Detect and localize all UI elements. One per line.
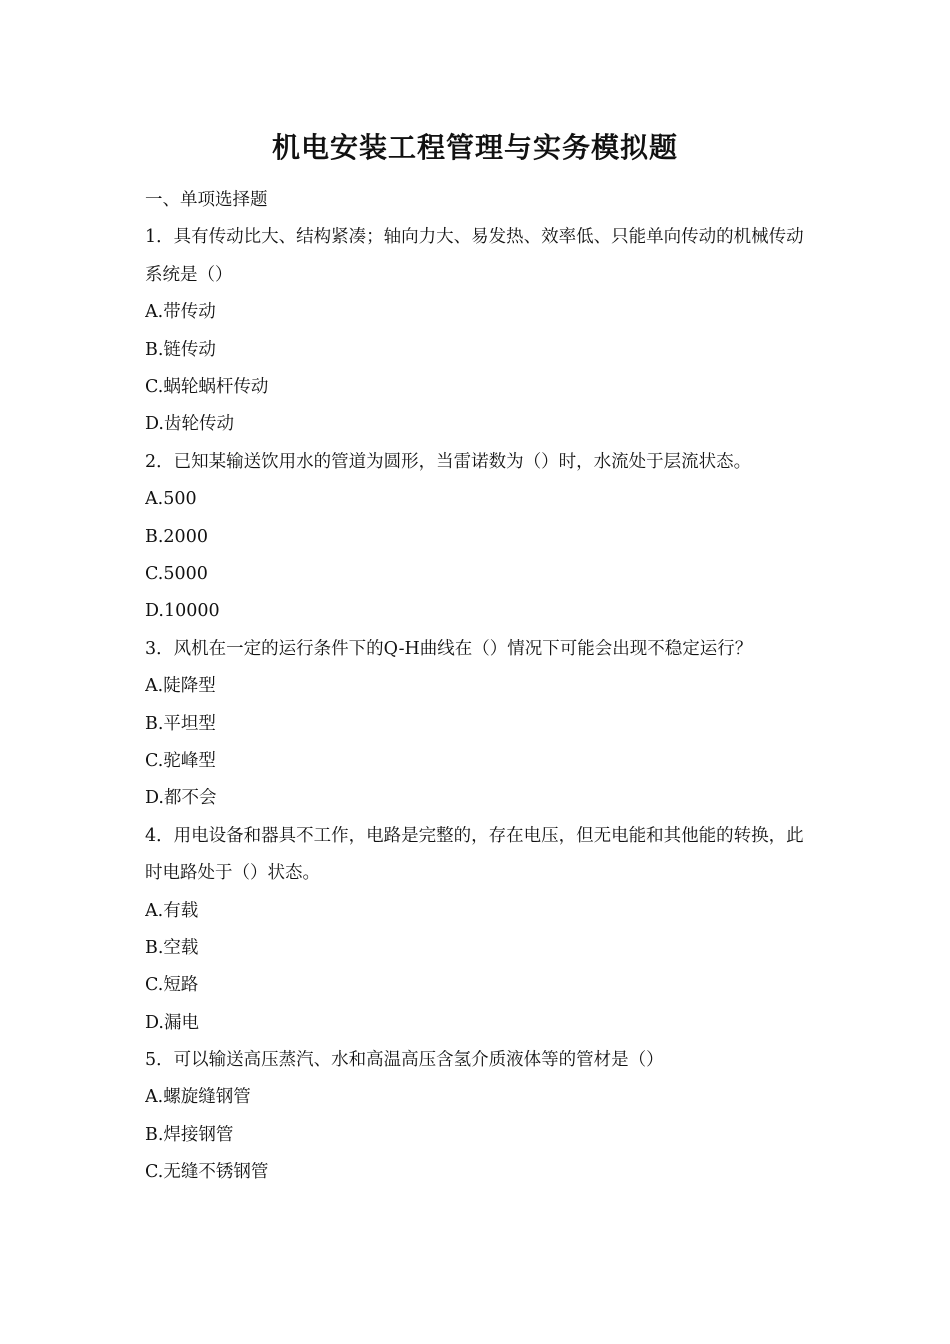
question-5-option-c: C.无缝不锈钢管	[145, 1162, 269, 1183]
question-2-option-b: B.2000	[145, 526, 208, 547]
document-content	[145, 182, 810, 1192]
question-1-option-d: D.齿轮传动	[145, 414, 234, 435]
question-1-option-b: B.链传动	[145, 339, 216, 360]
document-title: 机电安装工程管理与实务模拟题	[271, 131, 678, 164]
question-1-option-a: A.带传动	[145, 302, 216, 323]
question-4-option-d: D.漏电	[145, 1012, 199, 1033]
question-3-option-c: C.驼峰型	[145, 750, 216, 771]
question-4-option-b: B.空载	[145, 937, 199, 958]
question-5-option-a: A.螺旋缝钢管	[145, 1087, 251, 1108]
question-2-text: 2．已知某输送饮用水的管道为圆形，当雷诺数为（）时，水流处于层流状态。	[145, 451, 752, 472]
question-1-option-c: C.蜗轮蜗杆传动	[145, 376, 269, 397]
question-1-text: 1．具有传动比大、结构紧凑；轴向力大、易发热、效率低、只能单向传动的机械传动系统是（）	[145, 227, 804, 285]
question-3-option-a: A.陡降型	[145, 676, 216, 697]
section-heading: 一、单项选择题	[145, 190, 268, 210]
question-4-text: 4．用电设备和器具不工作，电路是完整的，存在电压，但无电能和其他能的转换，此时电路处于（）状态。	[145, 825, 804, 884]
question-3-option-b: B.平坦型	[145, 713, 216, 734]
question-5-text: 5．可以输送高压蒸汽、水和高温高压含氢介质液体等的管材是（）	[145, 1050, 664, 1071]
question-4-option-c: C.短路	[145, 975, 199, 996]
question-2-option-a: A.500	[145, 489, 197, 510]
question-3-option-d: D.都不会	[145, 788, 217, 809]
question-2-option-d: D.10000	[145, 601, 220, 622]
question-4-option-a: A.有载	[145, 900, 199, 921]
question-3-text: 3．风机在一定的运行条件下的Q-H曲线在（）情况下可能会出现不稳定运行？	[145, 638, 753, 659]
question-2-option-c: C.5000	[145, 563, 208, 584]
question-5-option-b: B.焊接钢管	[145, 1124, 234, 1145]
